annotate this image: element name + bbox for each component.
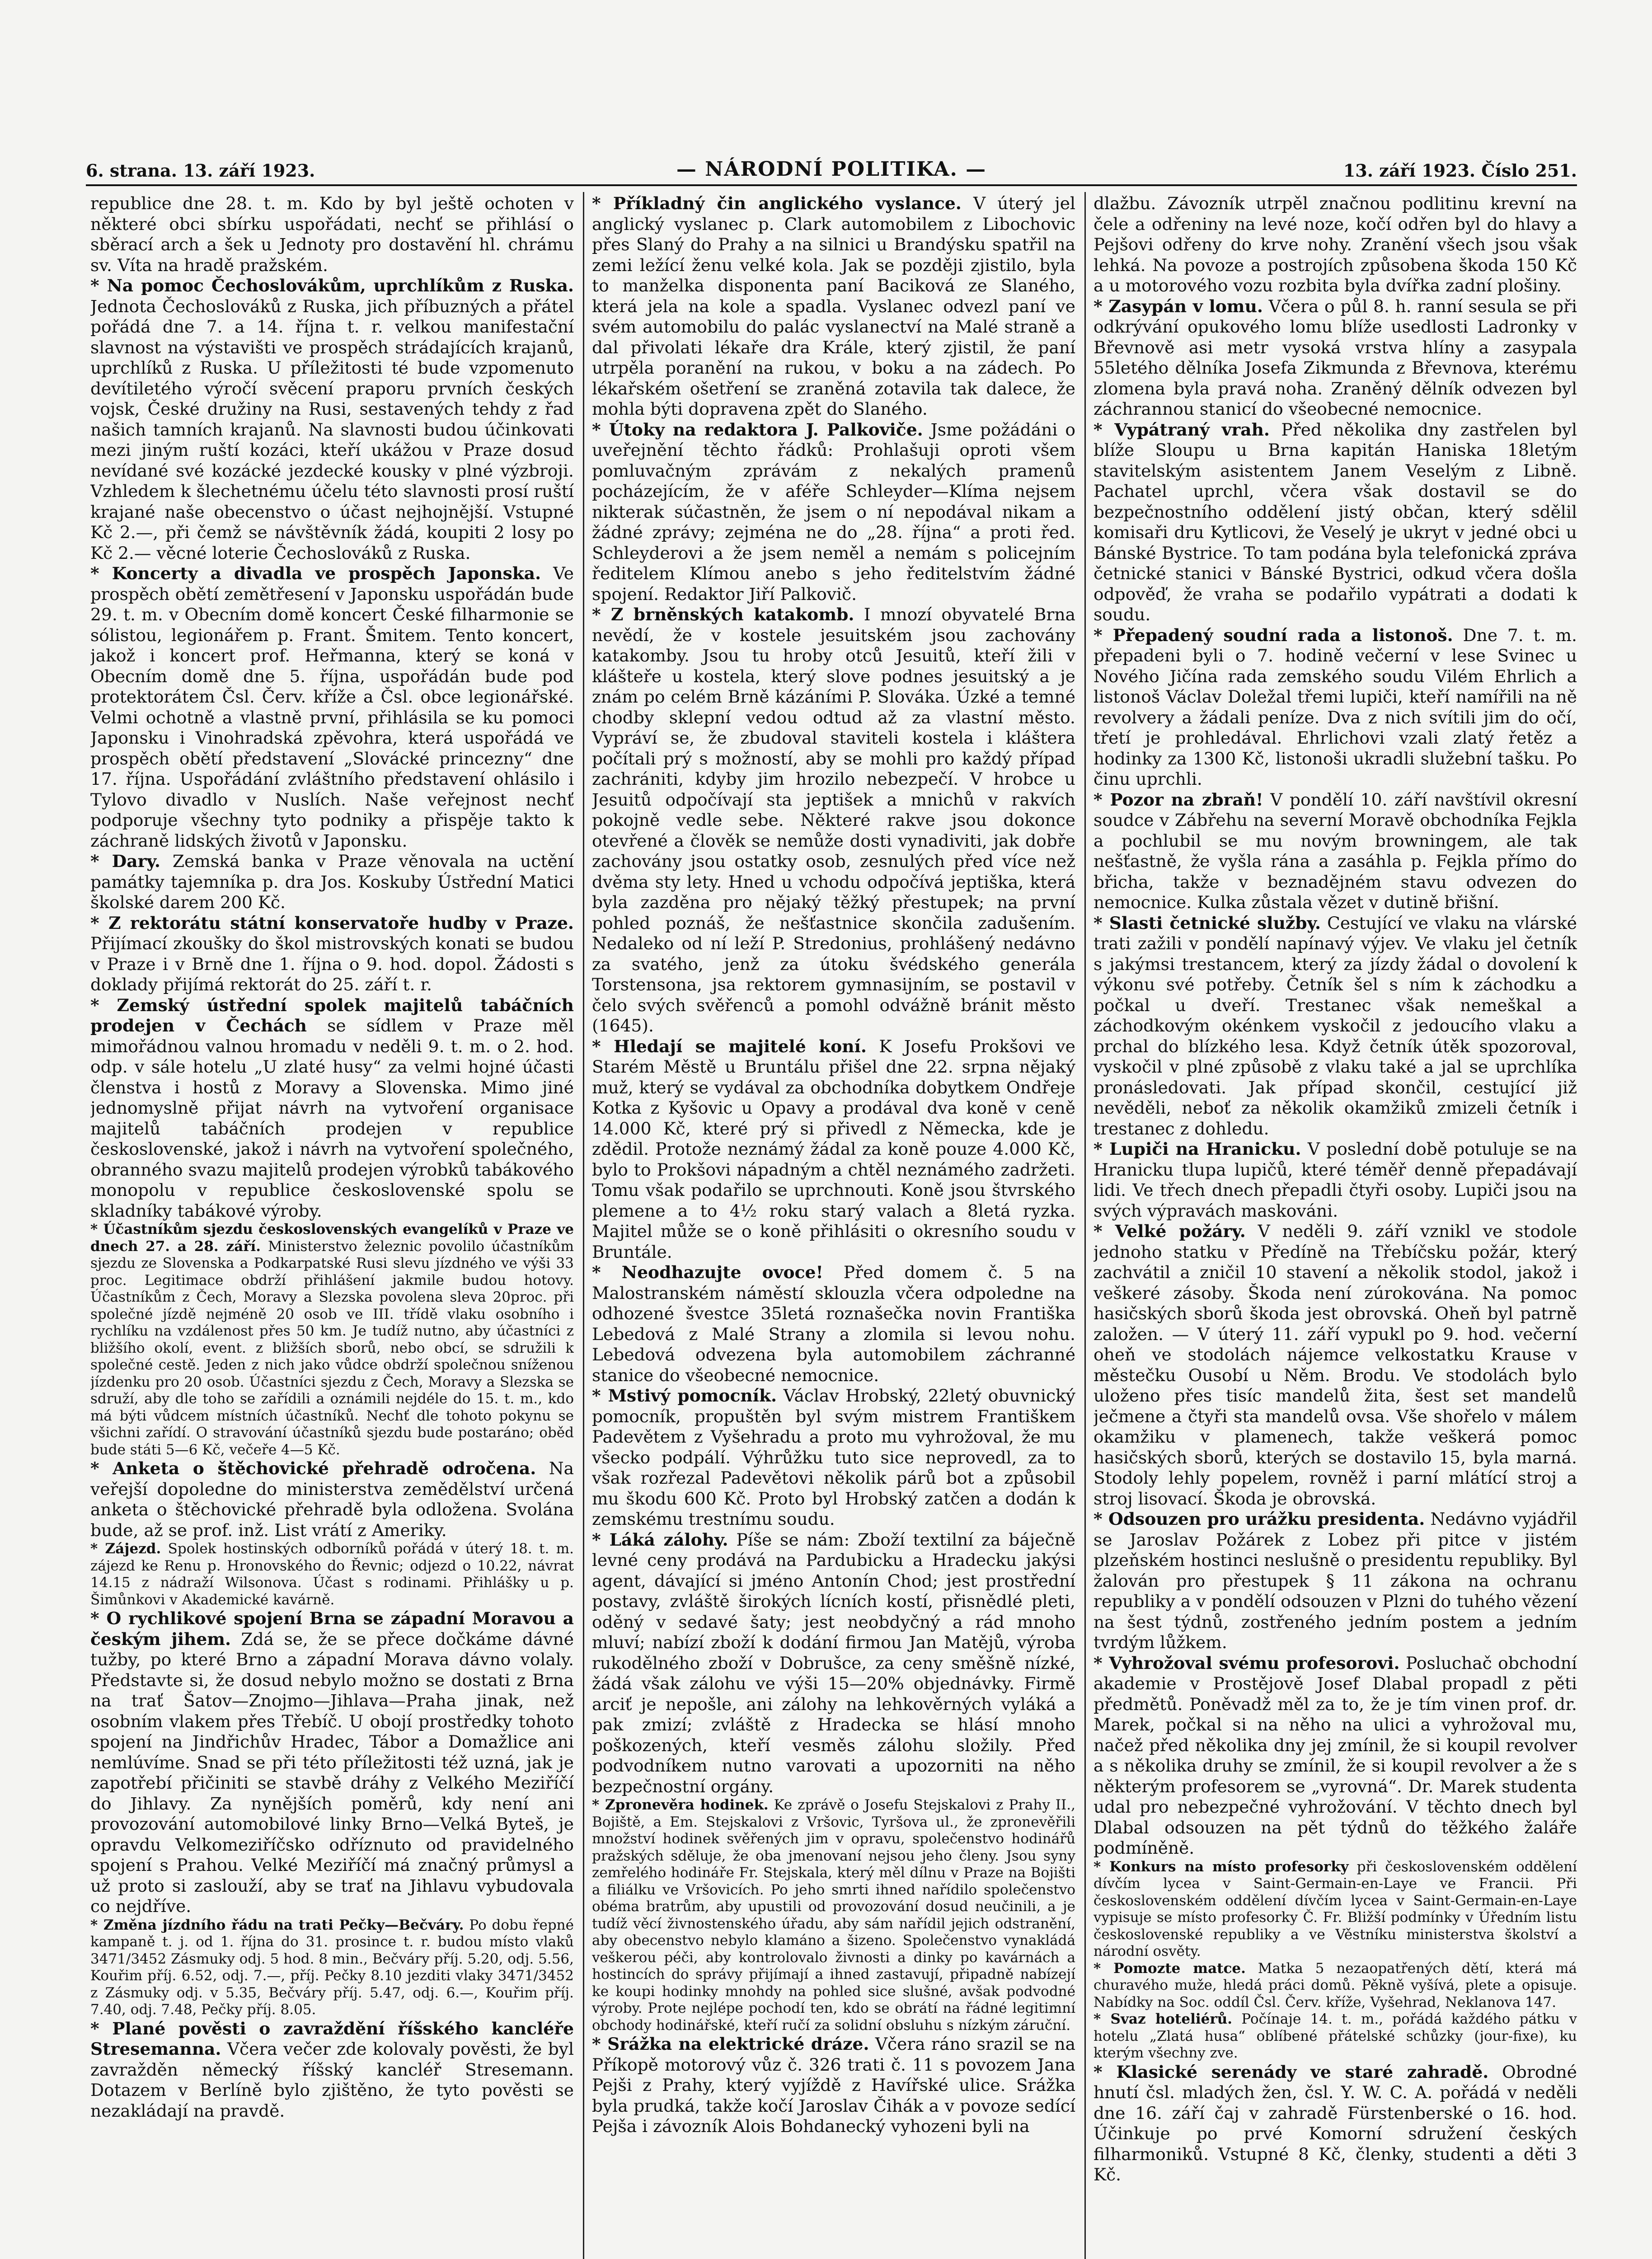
news-item-title: * Láká zálohy. bbox=[592, 1529, 728, 1550]
news-item bbox=[90, 276, 574, 563]
news-item-title: * Na pomoc Čechoslovákům, uprchlíkům z Ruska. bbox=[90, 276, 574, 295]
news-item-body: Zemská banka v Praze věnovala na uctění památky tajemníka p. dra Jos. Koskuby Ústřední Matici školské darem 200 Kč. bbox=[90, 851, 574, 912]
news-item-title: * Odsouzen pro urážku presidenta. bbox=[1094, 1509, 1425, 1529]
news-item-body: Přijímací zkoušky do škol mistrovských konati se budou v Praze i v Brně dne 1. října o 9. hod. dopol. Žádosti s doklady přijímá rektorát do 25. září t. r. bbox=[90, 933, 574, 994]
header-right-date-issue: 13. září 1923. Číslo 251. bbox=[1343, 160, 1577, 181]
news-item-body: Václav Hrobský, 22letý obuvnický pomocník, propuštěn byl svým mistrem Františkem Padevětem z Vyšehradu a proto mu vyhrožoval, že mu všecko podpálí. Výhrůžku tuto sice neprovedl, za to však rozřezal Padevětovi několik párů bot a způsobil mu škodu 600 Kč. Proto byl Hrobský zatčen a dodán k zemskému trestnímu soudu. bbox=[592, 1386, 1075, 1529]
header-left-page-date: 6. strana. 13. září 1923. bbox=[86, 160, 315, 181]
news-item-body: Na veřejší dopoledne do ministerstva zemědělství určená anketa o štěchovické přehradě byla odložena. Svolána bude, až se prof. inž. List vrátí z Ameriky. bbox=[90, 1458, 574, 1540]
news-item-title: * Konkurs na místo profesorky bbox=[1094, 1858, 1349, 1875]
news-item bbox=[592, 420, 1075, 605]
news-item-title: * Pozor na zbraň! bbox=[1094, 789, 1263, 810]
news-item-title: * Mstivý pomocník. bbox=[592, 1386, 777, 1406]
news-item bbox=[1094, 1859, 1577, 1960]
news-item-title: * Hledají se majitelé koní. bbox=[592, 1036, 867, 1056]
news-item bbox=[1094, 1960, 1577, 2011]
news-item-title: * Slasti četnické služby. bbox=[1094, 913, 1321, 933]
news-item-title: * Účastníkům sjezdu československých evangelíků v Praze ve dnech 27. a 28. září. bbox=[90, 1221, 574, 1255]
news-item-body: Cestující ve vlaku na vlárské trati zažili v pondělí napínavý výjev. Ve vlaku jel četník s jakýmsi trestancem, který za jízdy žádal o dovolení k výkonu své potřeby. Četník šel s ním k záchodku a počkal u dveří. Trestanec však nemeškal a záchodkovým okénkem vyskočil z jedoucího vlaku a prchal do blízkého lesa. Když četník útěk spozoroval, vyskočil v plné způsobě z vlaku také a jal se uprchlíka pronásledovati. Jak případ skončil, cestující již nevěděli, neboť za několik okamžiků zmizeli četník i trestanec z dohledu. bbox=[1094, 913, 1577, 1139]
news-item-body: V úterý jel anglický vyslanec p. Clark automobilem z Libochovic přes Slaný do Prahy a na silnici u Brandýsku spatřil na zemi ležící ženu velké kola. Jak se později zjistilo, byla to manželka disponenta paní Baciková ze Slaného, která jela na kole a spadla. Vyslanec odvezl paní ve svém automobilu do palác vyslanectví na Malé straně a dal přivolati lékaře dra Krále, který zjistil, že paní utrpěla poranění na rukou, v boku a na zádech. Po lékařském ošetření se zraněná zotavila tak dalece, že mohla býti dopravena zpět do Slaného. bbox=[592, 193, 1075, 419]
news-item-title: * Zasypán v lomu. bbox=[1094, 296, 1263, 316]
news-item-body: I mnozí obyvatelé Brna nevědí, že v kostele jesuitském jsou zachovány katakomby. Jsou tu hroby otců Jesuitů, kteří žili v klášteře u kostela, který slove podnes jesuitský a je znám po celém Brně kázáními P. Slováka. Úzké a temné chodby sklepní vedou odtud až za vlastní město. Vypráví se, že zbudoval staviteli kostela i kláštera počítali prý s možností, aby se mohli pro každý případ zachrániti, kdyby jim hrozilo nebezpečí. V hrobce u Jesuitů odpočívají sta jeptišek a mnichů v rakvích pokojně vedle sebe. Některé rakve jsou dokonce otevřené a člověk se nemůže dosti vynadiviti, jak dobře zachovány jsou ostatky osob, zesnulých před více než dvěma sty lety. Hned u vchodu odpočívá jeptiška, která byla zazděna pro nějaký těžký přestupek; na první pohled poznáš, že nešťastnice skončila zadušením. Nedaleko od ní leží P. Stredonius, prohlášený nedávno za svatého, jenž za útoku švédského generála Torstensona, jsa rektorem gymnasijním, se postavil v čelo svých svěřenců a pomohl odvážně bránit město (1645). bbox=[592, 605, 1075, 1036]
news-item bbox=[1094, 790, 1577, 913]
news-item bbox=[1094, 193, 1577, 296]
news-item-title: * Lupiči na Hranicku. bbox=[1094, 1139, 1301, 1159]
news-item bbox=[1094, 1139, 1577, 1221]
news-item-body: Včera o půl 8. h. ranní sesula se při odkrývání opukového lomu blíže usedlosti Ladronky v Břevnově asi metr vysoká vrstva hlíny a zasypala 55letého dělníka Josefa Zikmunda z Břevnova, kterému zlomena byla pravá noha. Zraněný dělník odvezen byl záchrannou stanicí do všeobecné nemocnice. bbox=[1094, 296, 1577, 419]
news-item-title: * Svaz hoteliérů. bbox=[1094, 2011, 1233, 2027]
news-item bbox=[592, 1386, 1075, 1530]
news-item-body: dlažbu. Závozník utrpěl značnou podlitinu krevní na čele a odřeniny na levé noze, kočí odřen byl do hlavy a Pejšovi odřeny do krve nohy. Zranění všech jsou však lehká. Na povoze a postrojích způsobena škoda 150 Kč a u motorového vozu rozbita byla dvířka zadní plošiny. bbox=[1094, 193, 1577, 295]
news-item-title: * Srážka na elektrické dráze. bbox=[592, 2034, 869, 2054]
news-item-body: Spolek hostinských odborníků pořádá v úterý 18. t. m. zájezd ke Renu p. Hronovského do Řevnic; odjezd o 10.22, návrat 14.15 z nádraží Wilsonova. Účast s rodinami. Přihlášky u p. Šimůnkovi v Akademické kavárně. bbox=[90, 1541, 574, 1608]
column-divider bbox=[583, 192, 584, 2259]
news-item bbox=[90, 563, 574, 851]
news-item-body: Jednota Čechoslováků z Ruska, jich příbuzných a přátel pořádá dne 7. a 14. října t. r. velkou manifestační slavnost na výstavišti ve prospěch strádajících krajanů, uprchlíků z Ruska. U příležitosti té bude vzpomenuto devítiletého výročí svěcení praporu prvních českých vojsk, České družiny na Rusi, sestavených tehdy z řad našich tamních krajanů. Na slavnosti budou účinkovati mezi jiným ruští kozáci, kteří ukážou v Praze dosud nevídané své kozácké jezdecké kousky v plné výzbroji. Vzhledem k šlechetnému účelu této slavnosti prosí ruští krajané naše obecenstvo o účast nejhojnější. Vstupné Kč 2.—, při čemž se návštěvník žádá, koupiti 2 losy po Kč 2.— věcné loterie Čechoslováků z Ruska. bbox=[90, 296, 574, 563]
news-item bbox=[592, 605, 1075, 1036]
news-item bbox=[592, 193, 1075, 420]
news-item-title: * Pomozte matce. bbox=[1094, 1960, 1246, 1977]
news-item-body: Počínaje 14. t. m., pořádá každého pátku v hotelu „Zlatá husa“ oblíbené přátelské schůzky (jour-fixe), ku kterým všechny zve. bbox=[1094, 2011, 1577, 2061]
news-item bbox=[90, 913, 574, 995]
news-item-title: * Velké požáry. bbox=[1094, 1221, 1246, 1241]
news-item-title: * Změna jízdního řádu na trati Pečky—Bečváry. bbox=[90, 1917, 464, 1933]
news-item-body: Ve prospěch obětí zemětřesení v Japonsku uspořádán bude 29. t. m. v Obecním domě koncert České filharmonie se sólistou, legionářem p. Frant. Šmitem. Tento koncert, jakož i koncert prof. Heřmanna, který se koná v Obecním domě dne 5. října, uspořádán bude pod protektorátem Čsl. Červ. kříže a Čsl. obce legionářské. Velmi ochotně a vlastně první, přihlásila se ku pomoci Japonsku i Vinohradská zpěvohra, která uspořádá ve prospěch obětí představení „Slovácké princezny“ dne 17. října. Uspořádání zvláštního představení ohlásilo i Tylovo divadlo v Nuslích. Naše veřejnost nechť podporuje všechny tyto podniky a přispěje takto k záchraně lidských životů v Japonsku. bbox=[90, 563, 574, 851]
news-item-title: * Zemský ústřední spolek majitelů tabáčních prodejen v Čechách bbox=[90, 995, 574, 1036]
news-item bbox=[90, 193, 574, 276]
news-item-title: * Z rektorátu státní konservatoře hudby v Praze. bbox=[90, 913, 574, 933]
news-item-body: V neděli 9. září vznikl ve stodole jednoho statku v Předíně na Třebíčsku požár, který zachvátil a zničil 10 stavení a několik stodol, jakož i veškeré zásoby. Škoda není zúrokována. Na pomoc hasičských sborů škoda jest obrovská. Oheň byl patrně založen. — V úterý 11. září vypukl po 9. hod. večerní oheň ve stodolách nájemce velkostatku Krause v městečku Ousobí u Něm. Brodu. Ve stodolách bylo uloženo přes tisíc mandelů žita, šest set mandelů ječmene a čtyři sta mandelů ovsa. Vše shořelo v málem okamžiku v plamenech, takže veškerá pomoc hasičských sborů, kterých se dostavilo 15, byla marná. Stodoly lehly popelem, rovněž i parní mlátící stroj a stroj lisovací. Škoda je obrovská. bbox=[1094, 1221, 1577, 1509]
news-item bbox=[592, 1530, 1075, 1797]
text-column-3 bbox=[1094, 193, 1577, 2259]
header-rule bbox=[86, 184, 1577, 186]
news-item-title: * Neodhazujte ovoce! bbox=[592, 1262, 823, 1282]
news-item-title: * Anketa o štěchovické přehradě odročena. bbox=[90, 1458, 536, 1478]
news-item-body: Včera večer zde kolovaly pověsti, že byl zavražděn německý říšský kancléř Stresemann. Dotazem v Berlíně bylo zjištěno, že tyto pověsti se nezakládají na pravdě. bbox=[90, 2039, 574, 2121]
news-item bbox=[1094, 625, 1577, 790]
news-item-title: * Zpronevěra hodinek. bbox=[592, 1797, 769, 1813]
news-item bbox=[592, 1036, 1075, 1263]
news-item-body: Jsme požádáni o uveřejnění těchto řádků: Prohlašuji oproti všem pomluvačným zprávám z nekalých pramenů pocházejícím, že v aféře Schleyder—Klíma nejsem nikterak súčastněn, že jsem o ní nepodával nikam a žádné zprávy; zejména ne do „28. října“ a proti řed. Schleyderovi a že jsem neměl a nemám s policejním ředitelem Klímou anebo s jeho ředitelstvím žádné spojení. Redaktor Jiří Palkovič. bbox=[592, 419, 1075, 604]
news-item bbox=[592, 1262, 1075, 1386]
news-item-title: * Vyhrožoval svému profesorovi. bbox=[1094, 1653, 1400, 1673]
news-item-body: Ministerstvo železnic povolilo účastníkům sjezdu ze Slovenska a Podkarpatské Rusi slevu jízdného ve výši 33 proc. Legitimace obdrží přihlášení jakmile budou hotovy. Účastníkům z Čech, Moravy a Slezska povolena sleva 20proc. při společné jízdě nejméně 20 osob ve III. třídě vlaku osobního i rychlíku na vzdálenost přes 50 km. Je tudíž nutno, aby účastníci z bližšího okolí, event. z bližších sborů, nebo obcí, se sdružili k společné cestě. Jeden z nich jako vůdce obdrží společnou sníženou jízdenku pro 20 osob. Účastníci sjezdu z Čech, Moravy a Slezska se sdruží, aby dle toho se zařídili a oznámili nejdéle do 15. t. m., kdo má býti vůdcem místních účastníků. Nechť dle tohoto pokynu se všichni zařídí. O stravování účastníků sjezdu bude postaráno; oběd bude státi 5—6 Kč, večeře 4—5 Kč. bbox=[90, 1238, 574, 1458]
news-item-title: * Koncerty a divadla ve prospěch Japonska. bbox=[90, 563, 541, 583]
news-item-body: Po dobu řepné kampaně t. j. od 1. října do 31. prosince t. r. budou místo vlaků 3471/3452 Zásmuky odj. 5 hod. 8 min., Bečváry příj. 5.20, odj. 5.56, Kouřim příj. 6.52, odj. 7.—, příj. Pečky 8.10 jezditi vlaky 3471/3452 z Zásmuky odj. v 5.35, Bečváry příj. 5.47, odj. 6.—, Kouřim příj. 7.40, odj. 7.48, Pečky příj. 8.05. bbox=[90, 1917, 574, 2018]
news-item bbox=[1094, 1221, 1577, 1509]
news-item-body: se sídlem v Praze měl mimořádnou valnou hromadu v neděli 9. t. m. o 2. hod. odp. v sále hotelu „U zlaté husy“ za velmi hojné účasti členstva i hostů z Moravy a Slovenska. Mimo jiné jednomyslně přijat návrh na vytvoření organisace majitelů tabáčních prodejen v republice československé, jakož i návrh na vytvoření společného, obranného svazu majitelů prodejen výrobků tabákového monopolu v republice československé spolu se skladníky tabákové výroby. bbox=[90, 1016, 574, 1221]
news-item-body: Před několika dny zastřelen byl blíže Sloupu u Brna kapitán Haniska 18letým stavitelským asistentem Janem Veselým z Libně. Pachatel uprchl, včera však dostavil se do bezpečnostního oddělení jistý občan, který sdělil komisaři dru Kytlicovi, že Veselý je ukryt v jedné obci u Bánské Bystrice. To tam podána byla telefonická zpráva četnické stanici v Bánské Bystrici, odkud včera došla odpověď, že vraha se podařilo vypátrati a dodati k soudu. bbox=[1094, 419, 1577, 624]
news-item-body: K Josefu Prokšovi ve Starém Městě u Bruntálu přišel dne 22. srpna nějaký muž, který se vydával za obchodníka dobytkem Ondřeje Kotka z Kyšovic u Opavy a prodával dva koně v ceně 14.000 Kč, které prý si přivedl z Německa, kde je zdědil. Protože neznámý žádal za koně pouze 4.000 Kč, bylo to Prokšovi nápadným a chtěl neznámého zadržeti. Tomu však podařilo se uprchnouti. Koně jsou štvrského plemene a to 4½ roku starý valach a 8letá ryzka. Majitel může se o koně přihlásiti o okresního soudu v Bruntále. bbox=[592, 1036, 1075, 1262]
news-item bbox=[90, 995, 574, 1222]
news-item-body: V pondělí 10. září navštívil okresní soudce v Zábřehu na severní Moravě obchodníka Fejkla a pochlubil se mu novým browningem, ale tak nešťastně, že vyšla rána a zasáhla p. Fejkla přímo do břicha, takže v beznadějném stavu odvezen do nemocnice. Kulka zůstala vězet v dutině břišní. bbox=[1094, 789, 1577, 912]
news-item-body: Dne 7. t. m. přepadeni byli o 7. hodině večerní v lese Svinec u Nového Jičína rada zemského soudu Vilém Ehrlich a listonoš Václav Doležal třemi lupiči, kteří namířili na ně revolvery a žádali peníze. Dva z nich svítili jim do očí, třetí je prohledával. Ehrlichovi vzali zlatý řetěz a hodinky za 1300 Kč, listonoši ukradli služební tašku. Po činu uprchli. bbox=[1094, 625, 1577, 789]
news-item-title: * Zájezd. bbox=[90, 1541, 161, 1557]
news-item-title: * Klasické serenády ve staré zahradě. bbox=[1094, 2062, 1489, 2082]
news-item bbox=[90, 1458, 574, 1541]
news-item-title: * Vypátraný vrah. bbox=[1094, 419, 1270, 440]
news-item bbox=[90, 1917, 574, 2019]
news-item bbox=[1094, 2062, 1577, 2185]
news-item-body: Píše se nám: Zboží textilní za báječně levné ceny prodává na Pardubicku a Hradecku jakýsi agent, dávající si jméno Antonín Chod; jest prostřední postavy, zvláště širokých lícních kostí, přisnědlé pleti, oděný v sedavé šaty; jest neobdyčný a rád mnoho mluví; nabízí zboží k dodání firmou Jan Matějů, výroba rukodělného zboží v Dobrušce, za ceny směšně nízké, žádá však zálohu ve výši 15—20% objednávky. Firmě arciť je nepošle, ani zálohy na lehkověrných vyláká a pak zmizí; zvláště z Hradecka se hlásí mnoho poškozených, kteří vesměs zálohu složily. Před podvodníkem nutno varovati a upozorniti na něho bezpečnostní orgány. bbox=[592, 1529, 1075, 1796]
news-item-title: * Z brněnských katakomb. bbox=[592, 605, 854, 624]
news-item-body: republice dne 28. t. m. Kdo by byl ještě ochoten v některé obci sbírku uspořádati, nechť se přihlásí o sběrací arch a šek u Jednoty pro dostavění hl. chrámu sv. Víta na hradě pražském. bbox=[90, 193, 574, 275]
news-item bbox=[90, 1541, 574, 1608]
text-column-1 bbox=[90, 193, 574, 2259]
news-item bbox=[1094, 1653, 1577, 1859]
news-item-body: Zdá se, že se přece dočkáme dávné tužby, po které Brno a západní Morava dávno volaly. Představte si, že dosud nebylo možno se dostati z Brna na trať Šatov—Znojmo—Jihlava—Praha jinak, než osobním vlakem přes Třebíč. U obojí prostředky tohoto spojení na Jindřichův Hradec, Tábor a Domažlice ani nemlúvíme. Snad se při této příležitosti též uzná, jak je zapotřebí přičiniti se stavbě dráhy z Velkého Meziříčí do Jihlavy. Za nynějších poměrů, kdy není ani provozování automobilové linky Brno—Velká Byteš, je opravdu Velkomeziříčsko odříznuto od pravidelného spojení s Prahou. Velké Meziříčí má značný průmysl a už proto si zaslouží, aby se trať na Jihlavu vybudovala co nejdříve. bbox=[90, 1629, 574, 1916]
news-item-title: * Příkladný čin anglického vyslance. bbox=[592, 193, 962, 213]
news-item-title: * Útoky na redaktora J. Palkoviče. bbox=[592, 419, 923, 440]
news-item-body: Před domem č. 5 na Malostranském náměstí sklouzla včera odpoledne na odhozené švestce 35letá roznašečka novin Františka Lebedová z Malé Strany a zlomila si levou nohu. Lebedová odvezena byla automobilem záchranné stanice do všeobecné nemocnice. bbox=[592, 1262, 1075, 1385]
column-divider bbox=[1084, 192, 1086, 2259]
news-item bbox=[90, 2019, 574, 2122]
news-item-body: Matka 5 nezaopatřených dětí, která má churavého muže, hledá práci domů. Pěkně vyšívá, plete a opisuje. Nabídky na Soc. oddíl Čsl. Červ. kříže, Vyšehrad, Neklanova 147. bbox=[1094, 1960, 1577, 2011]
news-item bbox=[1094, 913, 1577, 1139]
news-item bbox=[90, 851, 574, 913]
news-item bbox=[90, 1221, 574, 1458]
news-item-body: Obrodné hnutí čsl. mladých žen, čsl. Y. W. C. A. pořádá v neděli dne 16. září čaj v zahradě Fürstenberské o 16. hod. Účinkuje po prvé Komorní sdružení českých filharmoniků. Vstupné 8 Kč, členky, studenti a děti 3 Kč. bbox=[1094, 2062, 1577, 2184]
news-item bbox=[90, 1608, 574, 1917]
news-item-body: V poslední době potuluje se na Hranicku tlupa lupičů, které téměř denně přepadávají lidi. Ve třech dnech přepadli čtyři osoby. Lupiči jsou na svých výpravách maskováni. bbox=[1094, 1139, 1577, 1221]
news-item-title: * Přepadený soudní rada a listonoš. bbox=[1094, 625, 1453, 645]
news-item bbox=[1094, 420, 1577, 625]
news-item bbox=[592, 1797, 1075, 2034]
news-item-body: Ke zprávě o Josefu Stejskalovi z Prahy II., Bojiště, a Em. Stejskalovi z Vršovic, Tyršova ul., že zpronevěřili množství hodinek svěřených jim v opravu, společenstvo hodinářů pražských sděluje, že oba jmenovaní nejsou jeho členy. Jsou syny zemřelého hodináře Fr. Stejskala, který měl dílnu v Praze na Bojišti a filiálku ve Vršovicích. Po jeho smrti ihned nařídilo společenstvo obéma bratrům, aby upustili od provozování dosud neučinili, a je tudíž věcí živnostenského úřadu, aby sám nařídil jejich odstranění, aby obecenstvo nebylo klamáno a šizeno. Společenstvo vynakládá veškerou péči, aby kontrolovalo živnosti a dinky po kavárnách a hostincích do správy přijímají a ihned zastavují, připadně nabízejí ke koupi hodinky mnohdy na pohled sice slušné, avšak podvodné výroby. Prote nejlépe pochodí ten, kdo se obrátí na řádné legitimní obchody hodinářské, kteří ručí za solidní obsluhu s nízkým záruční. bbox=[592, 1797, 1075, 2034]
news-item-body: Nedávno vyjádřil se Jaroslav Požárek z Lobez při pitce v jistém plzeňském hostinci neslušně o presidentu republiky. Byl žalován pro přestupek § 11 zákona na ochranu republiky a v pondělí odsouzen v Plzni do tuhého vězení na šest týdnů, zostřeného jedním postem a jedním tvrdým lůžkem. bbox=[1094, 1509, 1577, 1652]
text-column-2 bbox=[592, 193, 1075, 2259]
news-item-title: * Dary. bbox=[90, 851, 160, 871]
news-item-title: * Plané pověsti o zavraždění říšského kancléře Stresemanna. bbox=[90, 2018, 574, 2059]
news-item-title: * O rychlikové spojení Brna se západní Moravou a českým jihem. bbox=[90, 1608, 574, 1649]
page-header bbox=[86, 156, 1577, 187]
news-item bbox=[592, 2034, 1075, 2137]
news-item bbox=[1094, 2011, 1577, 2062]
news-item-body: Včera ráno srazil se na Příkopě motorový vůz č. 326 trati č. 11 s povozem Jana Pejši z Prahy, který vyjíždě z Havířské ulice. Srážka byla prudká, takže kočí Jaroslav Čihák a v povoze sedící Pejša i závozník Alois Bohdanecký vyhozeni byli na bbox=[592, 2034, 1075, 2136]
news-item bbox=[1094, 1509, 1577, 1653]
news-item-body: Posluchač obchodní akademie v Prostějově Josef Dlabal propadl z pěti předmětů. Poněvadž měl za to, že je tím vinen prof. dr. Marek, počkal si na něho na ulici a vyhrožoval mu, načež před několika dny jej zmínil, že si koupil revolver a s několika druhy se zmínil, že si koupil revolver a že s některým profesorem se „vyrovná“. Dr. Marek studenta udal pro nebezpečné vyhrožování. V těchto dnech byl Dlabal odsouzen na pět týdnů do těžkého žaláře podmíněně. bbox=[1094, 1653, 1577, 1858]
news-item-body: při československém oddělení dívčím lycea v Saint-Germain-en-Laye ve Francii. Při československém oddělení dívčím lycea v Saint-Germain-en-Laye vypisuje se místo profesorky Č. Fr. Bližší podmínky v Úředním listu československé republiky a ve Věstníku ministerstva školství a národní osvěty. bbox=[1094, 1858, 1577, 1959]
news-item bbox=[1094, 296, 1577, 420]
masthead-title: — NÁRODNÍ POLITIKA. — bbox=[676, 158, 987, 181]
